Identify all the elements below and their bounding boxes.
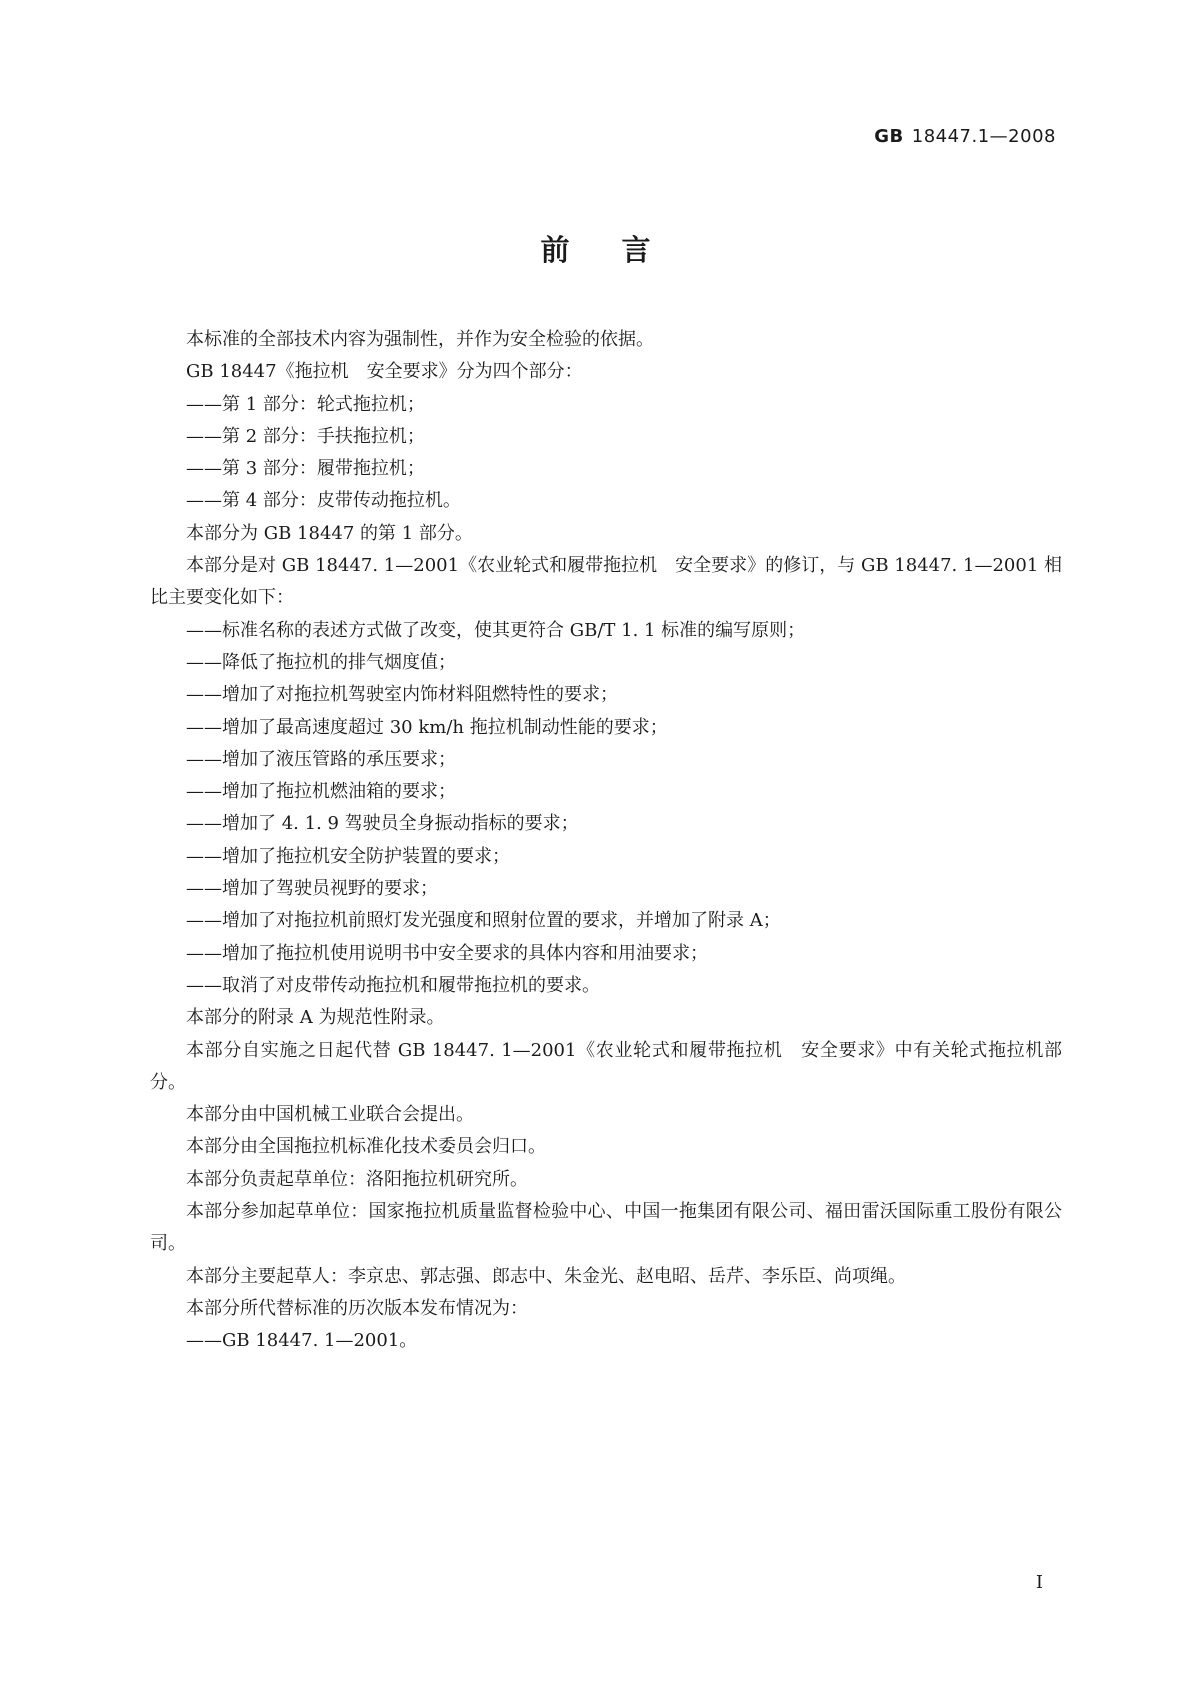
parts-intro: GB 18447《拖拉机 安全要求》分为四个部分：	[186, 361, 583, 383]
page-number: I	[1035, 1572, 1043, 1593]
list-item: ——增加了拖拉机使用说明书中安全要求的具体内容和用油要求；	[186, 942, 708, 964]
mandatory-statement: 本标准的全部技术内容为强制性，并作为安全检验的依据。	[186, 329, 654, 350]
annex-note: 本部分的附录 A 为规范性附录。	[186, 1007, 445, 1029]
list-item: ——增加了拖拉机燃油箱的要求；	[186, 781, 456, 803]
list-item: ——第 2 部分：手扶拖拉机；	[186, 425, 425, 447]
list-item: ——增加了液压管路的承压要求；	[186, 748, 456, 770]
standard-number	[874, 126, 1056, 147]
standard-code: 18447.1—2008	[911, 126, 1056, 147]
list-item: ——增加了对拖拉机前照灯发光强度和照射位置的要求，并增加了附录 A；	[186, 910, 781, 932]
list-item: ——增加了最高速度超过 30 km/h 拖拉机制动性能的要求；	[186, 716, 668, 738]
replaces-statement: 本部分自实施之日起代替 GB 18447. 1—2001《农业轮式和履带拖拉机 安全要求》中有关轮式拖拉机部分。	[150, 1039, 1062, 1093]
list-item: ——增加了驾驶员视野的要求；	[186, 878, 438, 900]
history-intro: 本部分所代替标准的历次版本发布情况为：	[186, 1297, 528, 1319]
list-item: ——GB 18447. 1—2001。	[186, 1330, 418, 1352]
list-item: ——增加了 4. 1. 9 驾驶员全身振动指标的要求；	[186, 813, 579, 835]
drafters: 本部分主要起草人：李京忠、郭志强、郎志中、朱金光、赵电昭、岳芹、李乐臣、尚项绳。	[186, 1265, 906, 1287]
list-item: ——增加了拖拉机安全防护装置的要求；	[186, 845, 510, 867]
list-item: ——标准名称的表述方式做了改变，使其更符合 GB/T 1. 1 标准的编写原则；	[186, 619, 806, 641]
revision-intro: 本部分是对 GB 18447. 1—2001《农业轮式和履带拖拉机 安全要求》的修订，与 GB 18447. 1—2001 相比主要变化如下：	[150, 555, 1062, 609]
list-item: ——第 1 部分：轮式拖拉机；	[186, 393, 425, 415]
standard-prefix: GB	[874, 126, 904, 147]
foreword-body	[150, 324, 1062, 1358]
page-title: 前言	[540, 233, 703, 267]
list-item: ——降低了拖拉机的排气烟度值；	[186, 651, 456, 673]
this-part-statement: 本部分为 GB 18447 的第 1 部分。	[186, 522, 473, 544]
jurisdiction: 本部分由全国拖拉机标准化技术委员会归口。	[186, 1136, 546, 1158]
participating-units: 本部分参加起草单位：国家拖拉机质量监督检验中心、中国一拖集团有限公司、福田雷沃国际重工股份有限公司。	[150, 1201, 1062, 1255]
list-item: ——第 4 部分：皮带传动拖拉机。	[186, 490, 461, 512]
drafting-unit: 本部分负责起草单位：洛阳拖拉机研究所。	[186, 1168, 528, 1190]
list-item: ——第 3 部分：履带拖拉机；	[186, 458, 425, 480]
list-item: ——增加了对拖拉机驾驶室内饰材料阻燃特性的要求；	[186, 684, 618, 706]
proposed-by: 本部分由中国机械工业联合会提出。	[186, 1104, 474, 1126]
list-item: ——取消了对皮带传动拖拉机和履带拖拉机的要求。	[186, 974, 600, 996]
